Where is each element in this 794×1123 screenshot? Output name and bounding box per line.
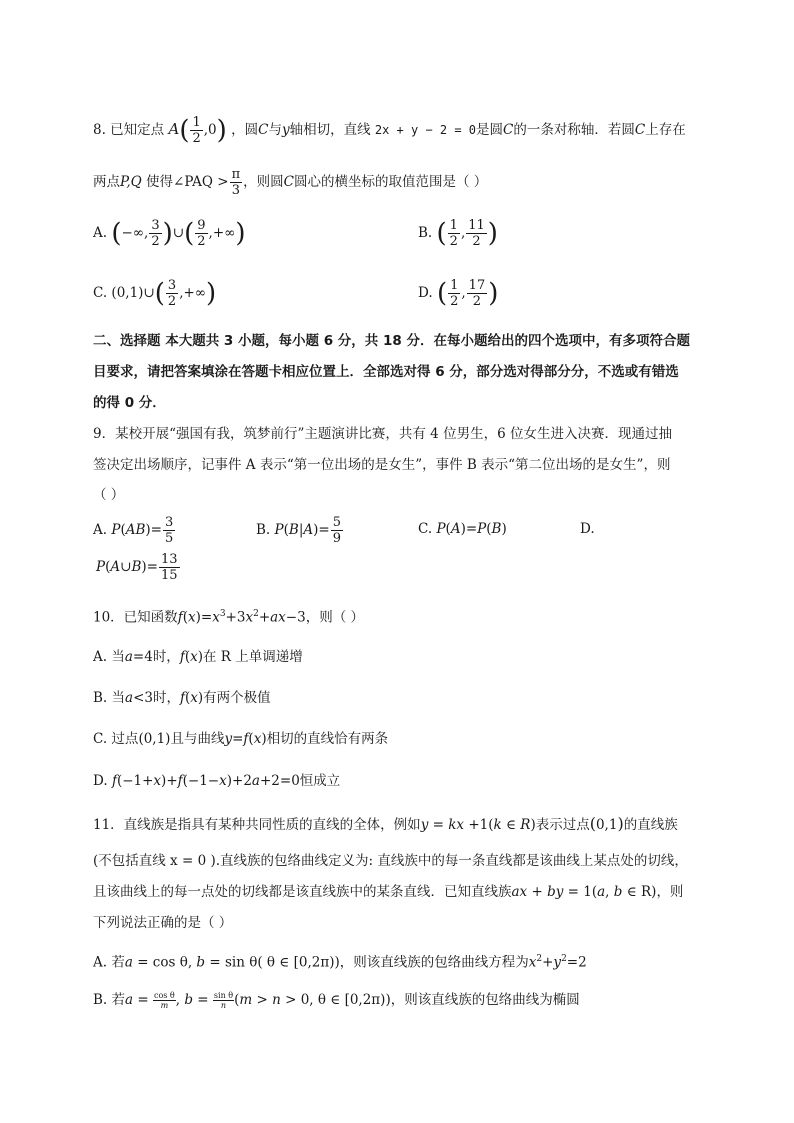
q11-text: ，则该直线族的包络曲线为椭圆 <box>390 992 580 1008</box>
math-fraction: $\frac{\pi}{3}$ <box>231 167 241 198</box>
q11-text: 的直线族 <box>623 817 678 833</box>
q11-text: ，则 <box>656 884 684 900</box>
option-label: C. <box>418 521 433 537</box>
q9-line1: 9．某校开展“强国有我，筑梦前行”主题演讲比赛，共有 4 位男生，6 位女生进入决赛．现通过抽 <box>93 426 672 442</box>
option-label: C. <box>93 285 108 301</box>
q10-text: 相切的直线恰有两条 <box>266 731 389 747</box>
q8-text: 轴相切，直线 <box>289 122 371 138</box>
q8-text: ，圆 <box>231 122 259 138</box>
q8-text: 使得∠PAQ > <box>146 174 229 190</box>
q10-option-d[interactable]: D. f(−1+x)+f(−1−x)+2a+2=0恒成立 <box>93 773 341 789</box>
section-heading: 二、选择题 本大题共 3 小题，每小题 6 分，共 18 分．在每小题给出的四个选项中，有多项符合题 <box>93 333 690 349</box>
q9-line2: 签决定出场顺序，记事件 A 表示“第一位出场的是女生”，事件 B 表示“第二位出场的是女生”，则 <box>93 457 671 473</box>
q8-text: 两点 <box>93 174 120 190</box>
math: P,Q <box>120 174 142 190</box>
math: A <box>168 120 180 138</box>
q10-text: D. <box>93 773 108 789</box>
q9-option-d-value: P(A∪B)= $\frac{13}{15}$ <box>96 552 178 583</box>
q9-line3: （ ） <box>93 487 125 503</box>
math: C <box>503 122 514 138</box>
q10-text: 时， <box>152 690 180 706</box>
q9-option-a[interactable]: A. P(AB)= $\frac{3}{5}$ <box>93 515 174 546</box>
q8-option-b[interactable]: B. ( $\frac{1}{2}$ , $\frac{11}{2}$ ) <box>418 218 498 249</box>
q11-text: B. 若 <box>93 992 126 1008</box>
q8-text: 是圆 <box>476 122 504 138</box>
section-heading: 目要求，请把答案填涂在答题卡相应位置上．全部选对得 6 分，部分选对得部分分，不选或有错选 <box>93 364 679 380</box>
math: ,0 <box>203 122 217 138</box>
math: C <box>283 174 294 190</box>
q10-text: ，则（ ） <box>305 609 364 626</box>
q10-text: 有两个极值 <box>203 690 271 706</box>
q10-option-a[interactable]: A. 当a=4时，f(x)在 R 上单调递增 <box>93 649 303 665</box>
q8-text: 上存在 <box>645 122 686 138</box>
q11-line2: (不包括直线 x = 0 ).直线族的包络曲线定义为: 直线族中的每一条直线都是该曲线上某点处的切线， <box>93 853 688 869</box>
math-fraction: $\frac{1}{2}$ <box>192 115 201 146</box>
q10-text: C. 过点 <box>93 731 139 747</box>
q10-option-c[interactable]: C. 过点(0,1)且与曲线y=f(x)相切的直线恰有两条 <box>93 731 389 747</box>
q8-line2 <box>93 167 487 198</box>
q11-line1: 11．直线族是指具有某种共同性质的直线的全体，例如y = kx +1(k ∈ R)表示过点(0,1)的直线族 <box>93 814 678 833</box>
math: ( <box>179 115 190 146</box>
q8-line1 <box>93 115 686 146</box>
math: ) <box>216 115 227 146</box>
option-label: B. <box>418 225 433 241</box>
math: C <box>634 122 646 138</box>
q11-text: 且该曲线上的每一点处的切线都是该直线族中的某条直线．已知直线族 <box>93 884 512 900</box>
q10-text: 恒成立 <box>299 773 341 789</box>
q10-stem: 10．已知函数$f(x)=x^3+3x^2+ax-3$，则（ ） <box>93 609 364 626</box>
q8-text: 与 <box>268 122 282 138</box>
q8-text: ，则圆 <box>243 174 284 190</box>
q8-text: 的一条对称轴．若圆 <box>513 122 635 138</box>
q8-option-c[interactable]: C. (0,1)∪( $\frac{3}{2}$ ,+∞) <box>93 278 217 309</box>
q11-text: A. 若 <box>93 954 125 971</box>
math: y <box>281 122 290 138</box>
q10-text: 10．已知函数 <box>93 609 178 626</box>
q8-option-a[interactable]: A. (−∞, $\frac{3}{2}$ )∪( $\frac{9}{2}$ ,+∞) <box>93 218 246 249</box>
option-label: D. <box>418 285 433 301</box>
q8-option-d[interactable]: D. ( $\frac{1}{2}$ , $\frac{17}{2}$ ) <box>418 278 499 309</box>
q10-text: 在 R 上单调递增 <box>203 649 303 665</box>
q8-line-equation: 2x + y − 2 = 0 <box>374 123 477 137</box>
q10-text: 且与曲线 <box>170 731 225 747</box>
option-label: B. <box>256 522 271 538</box>
q11-line4: 下列说法正确的是（ ） <box>93 915 233 931</box>
q11-option-a[interactable]: A. 若a = cos θ, b = sin θ( θ ∈ [0,2π))，则该直线族的包络曲线方程为$x^2+y^2=2$ <box>93 954 587 971</box>
q8-text: 8. 已知定点 <box>93 122 165 138</box>
option-label: D. <box>580 521 595 537</box>
q10-text: B. 当 <box>93 690 126 706</box>
option-label: A. <box>93 225 108 241</box>
section-heading: 的得 0 分． <box>93 395 166 411</box>
q9-option-c[interactable]: C. P(A)=P(B) <box>418 521 507 537</box>
q11-text: ，则该直线族的包络曲线方程为 <box>339 954 529 971</box>
q11-text: 表示过点 <box>535 817 590 833</box>
q10-text: A. 当 <box>93 649 125 665</box>
q9-option-b[interactable]: B. P(B|A)= $\frac{5}{9}$ <box>256 515 341 546</box>
q9-option-d[interactable] <box>580 521 595 537</box>
q11-text: 11．直线族是指具有某种共同性质的直线的全体，例如 <box>93 817 421 833</box>
math: C <box>258 122 269 138</box>
q11-option-b[interactable]: B. 若a = $\frac{\text{cos θ}}{m}$ , b = $\frac{\text{sin θ}}{n}$ (m > n > 0, θ ∈ [0,2π))，则该直线族的包络曲线为椭圆 <box>93 991 580 1010</box>
q10-text: 时， <box>152 649 180 665</box>
q10-option-b[interactable]: B. 当a<3时，f(x)有两个极值 <box>93 690 271 706</box>
q11-line3: 且该曲线上的每一点处的切线都是该直线族中的某条直线．已知直线族ax + by = 1(a, b ∈ R)，则 <box>93 884 684 900</box>
q8-text: 圆心的横坐标的取值范围是（ ） <box>293 174 488 190</box>
option-label: A. <box>93 522 108 538</box>
